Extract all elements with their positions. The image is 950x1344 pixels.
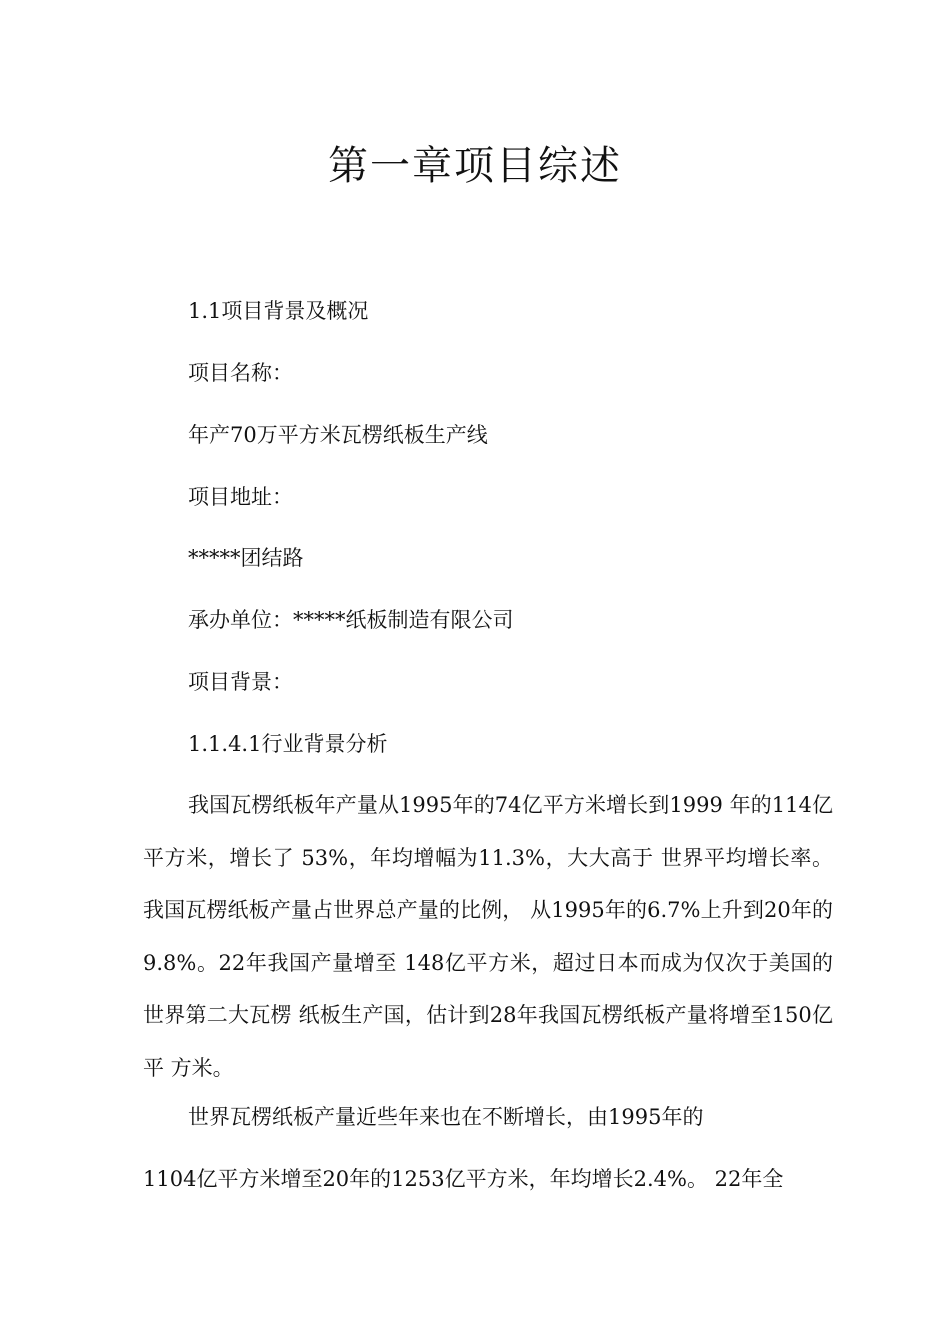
project-address: *****团结路 bbox=[188, 546, 304, 570]
project-address-label: 项目地址： bbox=[188, 485, 293, 509]
paragraph-world-output-line-2: 1104亿平方米增至20年的1253亿平方米，年均增长2.4%。 22年全 bbox=[143, 1167, 784, 1191]
project-name: 年产70万平方米瓦楞纸板生产线 bbox=[188, 423, 488, 447]
organizer: 承办单位：*****纸板制造有限公司 bbox=[188, 608, 514, 632]
chapter-title: 第一章项目综述 bbox=[328, 143, 622, 189]
paragraph-world-output-line-1: 世界瓦楞纸板产量近些年来也在不断增长，由1995年的 bbox=[188, 1105, 704, 1129]
project-name-label: 项目名称： bbox=[188, 361, 293, 385]
paragraph-industry-growth: 我国瓦楞纸板年产量从1995年的74亿平方米增长到1999 年的114亿平方米，增长了 53%，年均增幅为11.3%，大大高于 世界平均增长率。我国瓦楞纸板产量占世界总产量的比例， 从1995年的6.7%上升到20年的9.8%。22年我国产量增至 148亿平方米，超过日本而成为仅次于美国的世界第二大瓦楞 纸板生产国，估计到28年我国瓦楞纸板产量将增至150亿平 方米。 bbox=[143, 793, 833, 1080]
section-heading: 1.1项目背景及概况 bbox=[188, 299, 369, 323]
subsection-heading: 1.1.4.1行业背景分析 bbox=[188, 732, 388, 756]
background-label: 项目背景： bbox=[188, 670, 293, 694]
